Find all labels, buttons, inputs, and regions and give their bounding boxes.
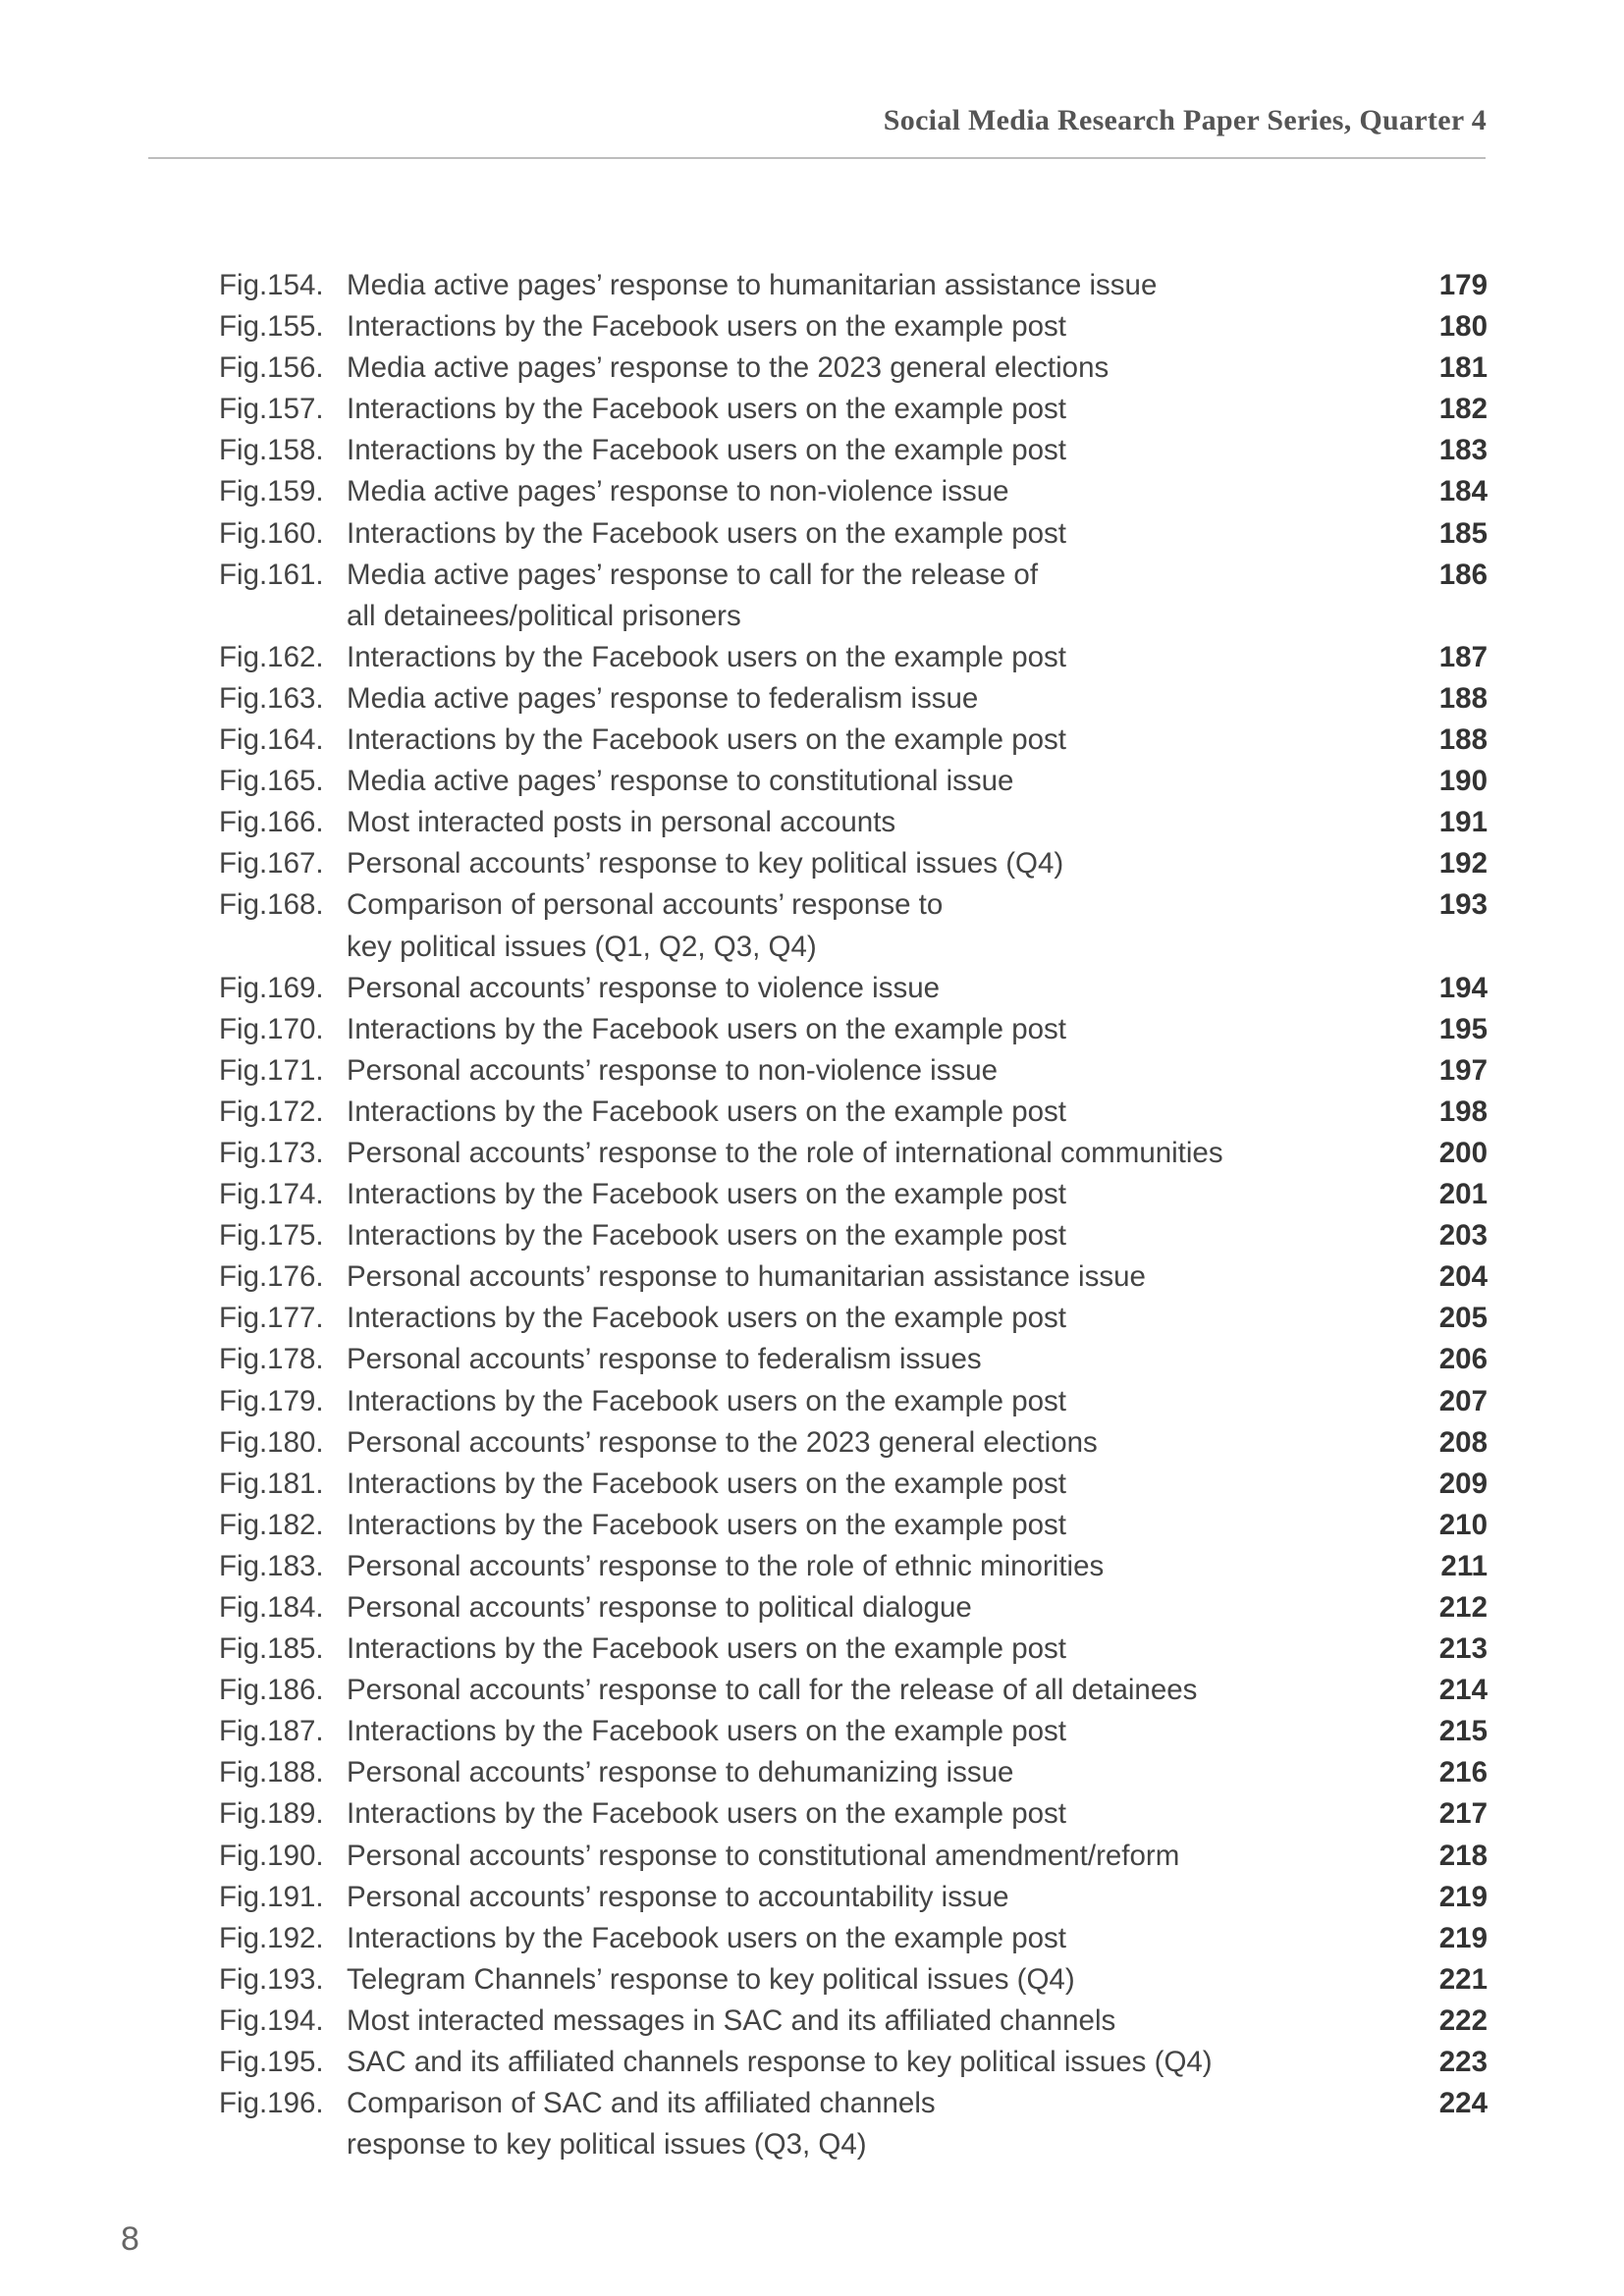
toc-entry (219, 678, 1488, 720)
figure-title-line: Personal accounts’ response to accountability issue (347, 1880, 1009, 1913)
figure-title-line: Media active pages’ response to federalism issue (347, 681, 979, 715)
toc-entry (219, 1587, 1488, 1629)
figure-title-line: Media active pages’ response to call for the release of (347, 558, 1039, 591)
toc-entry (219, 761, 1488, 802)
figure-number: Fig.168. (219, 888, 324, 922)
figure-title-line: Comparison of personal accounts’ response to (347, 888, 944, 922)
figure-number: Fig.176. (219, 1260, 324, 1294)
figure-number: Fig.155. (219, 310, 324, 344)
figure-number: Fig.194. (219, 2003, 324, 2037)
figure-page-number: 185 (1438, 516, 1488, 550)
figure-page-number: 194 (1438, 971, 1488, 1004)
figure-title (347, 2083, 1370, 2165)
toc-entry (219, 802, 1488, 843)
figure-page-number: 188 (1438, 723, 1488, 757)
toc-entry (219, 637, 1488, 678)
figure-title-line: Personal accounts’ response to federalism issues (347, 1343, 982, 1376)
toc-entry (219, 306, 1488, 347)
figure-number: Fig.175. (219, 1219, 324, 1253)
toc-entry (219, 968, 1488, 1009)
figure-title-line: Interactions by the Facebook users on the example post (347, 1715, 1067, 1748)
toc-entry (219, 1836, 1488, 1877)
figure-number: Fig.174. (219, 1178, 324, 1211)
figure-page-number: 223 (1438, 2046, 1488, 2079)
figure-number: Fig.157. (219, 393, 324, 426)
figure-number: Fig.183. (219, 1549, 324, 1582)
figure-page-number: 214 (1438, 1674, 1488, 1707)
figure-page-number: 207 (1438, 1384, 1488, 1417)
toc-entry (219, 884, 1488, 967)
toc-entry (219, 513, 1488, 555)
figure-title (347, 1711, 1370, 1752)
figure-title (347, 1752, 1370, 1793)
figure-title (347, 1009, 1370, 1050)
figure-number: Fig.173. (219, 1136, 324, 1169)
figure-title (347, 555, 1370, 637)
figure-title (347, 1298, 1370, 1339)
figure-title-line: Most interacted messages in SAC and its affiliated channels (347, 2003, 1116, 2037)
figure-title-line: Interactions by the Facebook users on the example post (347, 1467, 1067, 1500)
figure-page-number: 190 (1438, 765, 1488, 798)
figure-title (347, 1422, 1370, 1464)
figure-title (347, 2001, 1370, 2042)
figure-number: Fig.196. (219, 2087, 324, 2120)
figure-page-number: 217 (1438, 1797, 1488, 1831)
figure-title (347, 1793, 1370, 1835)
figure-title-line: Personal accounts’ response to key political issues (Q4) (347, 847, 1064, 881)
figure-number: Fig.177. (219, 1302, 324, 1335)
figure-title (347, 1464, 1370, 1505)
figure-title (347, 720, 1370, 761)
toc-entry (219, 1464, 1488, 1505)
figure-page-number: 218 (1438, 1839, 1488, 1872)
figure-title-line: Personal accounts’ response to dehumanizing issue (347, 1756, 1014, 1789)
figure-number: Fig.171. (219, 1053, 324, 1087)
figure-title (347, 678, 1370, 720)
figure-number: Fig.187. (219, 1715, 324, 1748)
figure-title-line: Personal accounts’ response to constitutional amendment/reform (347, 1839, 1180, 1872)
figure-title-line: Media active pages’ response to the 2023 general elections (347, 351, 1110, 385)
figure-number: Fig.161. (219, 558, 324, 591)
figure-title (347, 1877, 1370, 1918)
toc-entry (219, 1711, 1488, 1752)
figure-title (347, 389, 1370, 430)
figure-title-line: Telegram Channels’ response to key political issues (Q4) (347, 1962, 1075, 1996)
running-header-title: Social Media Research Paper Series, Quarter 4 (883, 104, 1487, 136)
figure-title (347, 761, 1370, 802)
figure-number: Fig.191. (219, 1880, 324, 1913)
figure-title-line: Personal accounts’ response to humanitarian assistance issue (347, 1260, 1146, 1294)
toc-entry (219, 1298, 1488, 1339)
figure-title-line: Interactions by the Facebook users on the example post (347, 640, 1067, 673)
header-divider (148, 157, 1486, 159)
figure-title-line: Interactions by the Facebook users on the example post (347, 393, 1067, 426)
toc-entry (219, 843, 1488, 884)
figure-page-number: 219 (1438, 1921, 1488, 1954)
figure-title-line: Personal accounts’ response to violence issue (347, 971, 941, 1004)
figure-title-line: Interactions by the Facebook users on the example post (347, 1302, 1067, 1335)
toc-entry (219, 1670, 1488, 1711)
figure-title-line: Interactions by the Facebook users on the example post (347, 723, 1067, 757)
figure-page-number: 181 (1438, 351, 1488, 385)
figure-title-line: Personal accounts’ response to call for the release of all detainees (347, 1674, 1198, 1707)
figure-title (347, 265, 1370, 306)
toc-entry (219, 1381, 1488, 1422)
figure-title (347, 843, 1370, 884)
figure-number: Fig.165. (219, 765, 324, 798)
figure-page-number: 219 (1438, 1880, 1488, 1913)
figure-number: Fig.162. (219, 640, 324, 673)
list-of-figures (219, 265, 1488, 2165)
figure-title (347, 1381, 1370, 1422)
figure-number: Fig.193. (219, 1962, 324, 1996)
toc-entry (219, 1422, 1488, 1464)
figure-number: Fig.192. (219, 1921, 324, 1954)
figure-title-line: Interactions by the Facebook users on the example post (347, 1632, 1067, 1666)
figure-number: Fig.172. (219, 1095, 324, 1128)
figure-number: Fig.195. (219, 2046, 324, 2079)
figure-number: Fig.188. (219, 1756, 324, 1789)
figure-page-number: 201 (1438, 1178, 1488, 1211)
figure-page-number: 180 (1438, 310, 1488, 344)
toc-entry (219, 1918, 1488, 1959)
figure-number: Fig.167. (219, 847, 324, 881)
toc-entry (219, 2042, 1488, 2083)
toc-entry (219, 430, 1488, 471)
figure-number: Fig.166. (219, 806, 324, 839)
figure-title (347, 1918, 1370, 1959)
figure-page-number: 200 (1438, 1136, 1488, 1169)
figure-title-line: all detainees/political prisoners (347, 599, 741, 632)
figure-page-number: 191 (1438, 806, 1488, 839)
figure-page-number: 193 (1438, 888, 1488, 922)
figure-page-number: 187 (1438, 640, 1488, 673)
toc-entry (219, 720, 1488, 761)
toc-entry (219, 2083, 1488, 2165)
figure-number: Fig.189. (219, 1797, 324, 1831)
figure-number: Fig.178. (219, 1343, 324, 1376)
figure-title (347, 1215, 1370, 1256)
figure-title-line: Personal accounts’ response to the role of international communities (347, 1136, 1223, 1169)
figure-page-number: 221 (1438, 1962, 1488, 1996)
figure-number: Fig.185. (219, 1632, 324, 1666)
figure-title-line: key political issues (Q1, Q2, Q3, Q4) (347, 930, 817, 963)
figure-title (347, 1505, 1370, 1546)
figure-page-number: 198 (1438, 1095, 1488, 1128)
figure-title (347, 1836, 1370, 1877)
figure-page-number: 222 (1438, 2003, 1488, 2037)
figure-title (347, 637, 1370, 678)
figure-page-number: 208 (1438, 1425, 1488, 1459)
figure-page-number: 183 (1438, 434, 1488, 467)
figure-number: Fig.179. (219, 1384, 324, 1417)
figure-number: Fig.181. (219, 1467, 324, 1500)
figure-page-number: 204 (1438, 1260, 1488, 1294)
figure-page-number: 192 (1438, 847, 1488, 881)
toc-entry (219, 555, 1488, 637)
figure-number: Fig.190. (219, 1839, 324, 1872)
figure-title-line: response to key political issues (Q3, Q4) (347, 2128, 867, 2162)
figure-page-number: 224 (1438, 2087, 1488, 2120)
toc-entry (219, 1215, 1488, 1256)
figure-page-number: 197 (1438, 1053, 1488, 1087)
figure-title-line: Media active pages’ response to constitutional issue (347, 765, 1014, 798)
figure-title-line: Comparison of SAC and its affiliated channels (347, 2087, 936, 2120)
figure-page-number: 212 (1438, 1591, 1488, 1624)
figure-title (347, 884, 1370, 967)
toc-entry (219, 347, 1488, 389)
figure-title (347, 802, 1370, 843)
toc-entry (219, 1133, 1488, 1174)
figure-number: Fig.158. (219, 434, 324, 467)
figure-number: Fig.169. (219, 971, 324, 1004)
toc-entry (219, 471, 1488, 512)
toc-entry (219, 1339, 1488, 1380)
figure-title (347, 1629, 1370, 1670)
figure-title (347, 347, 1370, 389)
figure-title-line: Interactions by the Facebook users on the example post (347, 1921, 1067, 1954)
figure-number: Fig.180. (219, 1425, 324, 1459)
toc-entry (219, 1256, 1488, 1298)
figure-page-number: 216 (1438, 1756, 1488, 1789)
figure-title (347, 1050, 1370, 1092)
figure-title-line: Interactions by the Facebook users on the example post (347, 310, 1067, 344)
figure-page-number: 210 (1438, 1508, 1488, 1541)
figure-title-line: Interactions by the Facebook users on the example post (347, 1797, 1067, 1831)
figure-title-line: Interactions by the Facebook users on the example post (347, 1095, 1067, 1128)
figure-title (347, 1339, 1370, 1380)
toc-entry (219, 1174, 1488, 1215)
toc-entry (219, 1092, 1488, 1133)
figure-title-line: Personal accounts’ response to political dialogue (347, 1591, 972, 1624)
figure-title (347, 1670, 1370, 1711)
toc-entry (219, 1959, 1488, 2001)
toc-entry (219, 1629, 1488, 1670)
toc-entry (219, 389, 1488, 430)
figure-title (347, 306, 1370, 347)
figure-page-number: 206 (1438, 1343, 1488, 1376)
figure-title (347, 513, 1370, 555)
toc-entry (219, 1050, 1488, 1092)
toc-entry (219, 1793, 1488, 1835)
figure-title-line: Interactions by the Facebook users on the example post (347, 1384, 1067, 1417)
figure-number: Fig.182. (219, 1508, 324, 1541)
toc-entry (219, 1009, 1488, 1050)
figure-page-number: 195 (1438, 1012, 1488, 1045)
figure-number: Fig.156. (219, 351, 324, 385)
toc-entry (219, 1752, 1488, 1793)
figure-title (347, 1959, 1370, 2001)
figure-page-number: 215 (1438, 1715, 1488, 1748)
figure-title (347, 430, 1370, 471)
figure-title-line: Interactions by the Facebook users on the example post (347, 1508, 1067, 1541)
toc-entry (219, 2001, 1488, 2042)
toc-entry (219, 265, 1488, 306)
figure-title (347, 1587, 1370, 1629)
toc-entry (219, 1546, 1488, 1587)
figure-number: Fig.170. (219, 1012, 324, 1045)
figure-title-line: Interactions by the Facebook users on the example post (347, 1219, 1067, 1253)
figure-title (347, 1092, 1370, 1133)
toc-entry (219, 1505, 1488, 1546)
figure-page-number: 213 (1438, 1632, 1488, 1666)
figure-page-number: 205 (1438, 1302, 1488, 1335)
figure-number: Fig.160. (219, 516, 324, 550)
figure-number: Fig.164. (219, 723, 324, 757)
figure-title (347, 471, 1370, 512)
figure-number: Fig.159. (219, 475, 324, 508)
figure-title (347, 968, 1370, 1009)
figure-title-line: Interactions by the Facebook users on the example post (347, 434, 1067, 467)
figure-title-line: SAC and its affiliated channels response to key political issues (Q4) (347, 2046, 1213, 2079)
figure-title-line: Interactions by the Facebook users on the example post (347, 1012, 1067, 1045)
figure-number: Fig.186. (219, 1674, 324, 1707)
figure-title (347, 1133, 1370, 1174)
figure-title-line: Interactions by the Facebook users on the example post (347, 516, 1067, 550)
figure-page-number: 184 (1438, 475, 1488, 508)
figure-title-line: Personal accounts’ response to the role of ethnic minorities (347, 1549, 1105, 1582)
figure-number: Fig.184. (219, 1591, 324, 1624)
figure-title-line: Personal accounts’ response to the 2023 general elections (347, 1425, 1098, 1459)
figure-page-number: 179 (1438, 269, 1488, 301)
figure-number: Fig.154. (219, 269, 324, 301)
figure-page-number: 182 (1438, 393, 1488, 426)
figure-title (347, 1546, 1370, 1587)
figure-page-number: 209 (1438, 1467, 1488, 1500)
toc-entry (219, 1877, 1488, 1918)
figure-title-line: Media active pages’ response to humanitarian assistance issue (347, 269, 1158, 301)
figure-title (347, 1256, 1370, 1298)
figure-title (347, 1174, 1370, 1215)
figure-title-line: Interactions by the Facebook users on the example post (347, 1178, 1067, 1211)
figure-page-number: 211 (1440, 1549, 1488, 1582)
figure-page-number: 186 (1438, 558, 1488, 591)
figure-page-number: 188 (1438, 681, 1488, 715)
figure-page-number: 203 (1438, 1219, 1488, 1253)
figure-title-line: Personal accounts’ response to non-violence issue (347, 1053, 999, 1087)
figure-title-line: Most interacted posts in personal accounts (347, 806, 896, 839)
figure-title-line: Media active pages’ response to non-violence issue (347, 475, 1009, 508)
figure-title (347, 2042, 1370, 2083)
page-number: 8 (121, 2220, 139, 2258)
figure-number: Fig.163. (219, 681, 324, 715)
